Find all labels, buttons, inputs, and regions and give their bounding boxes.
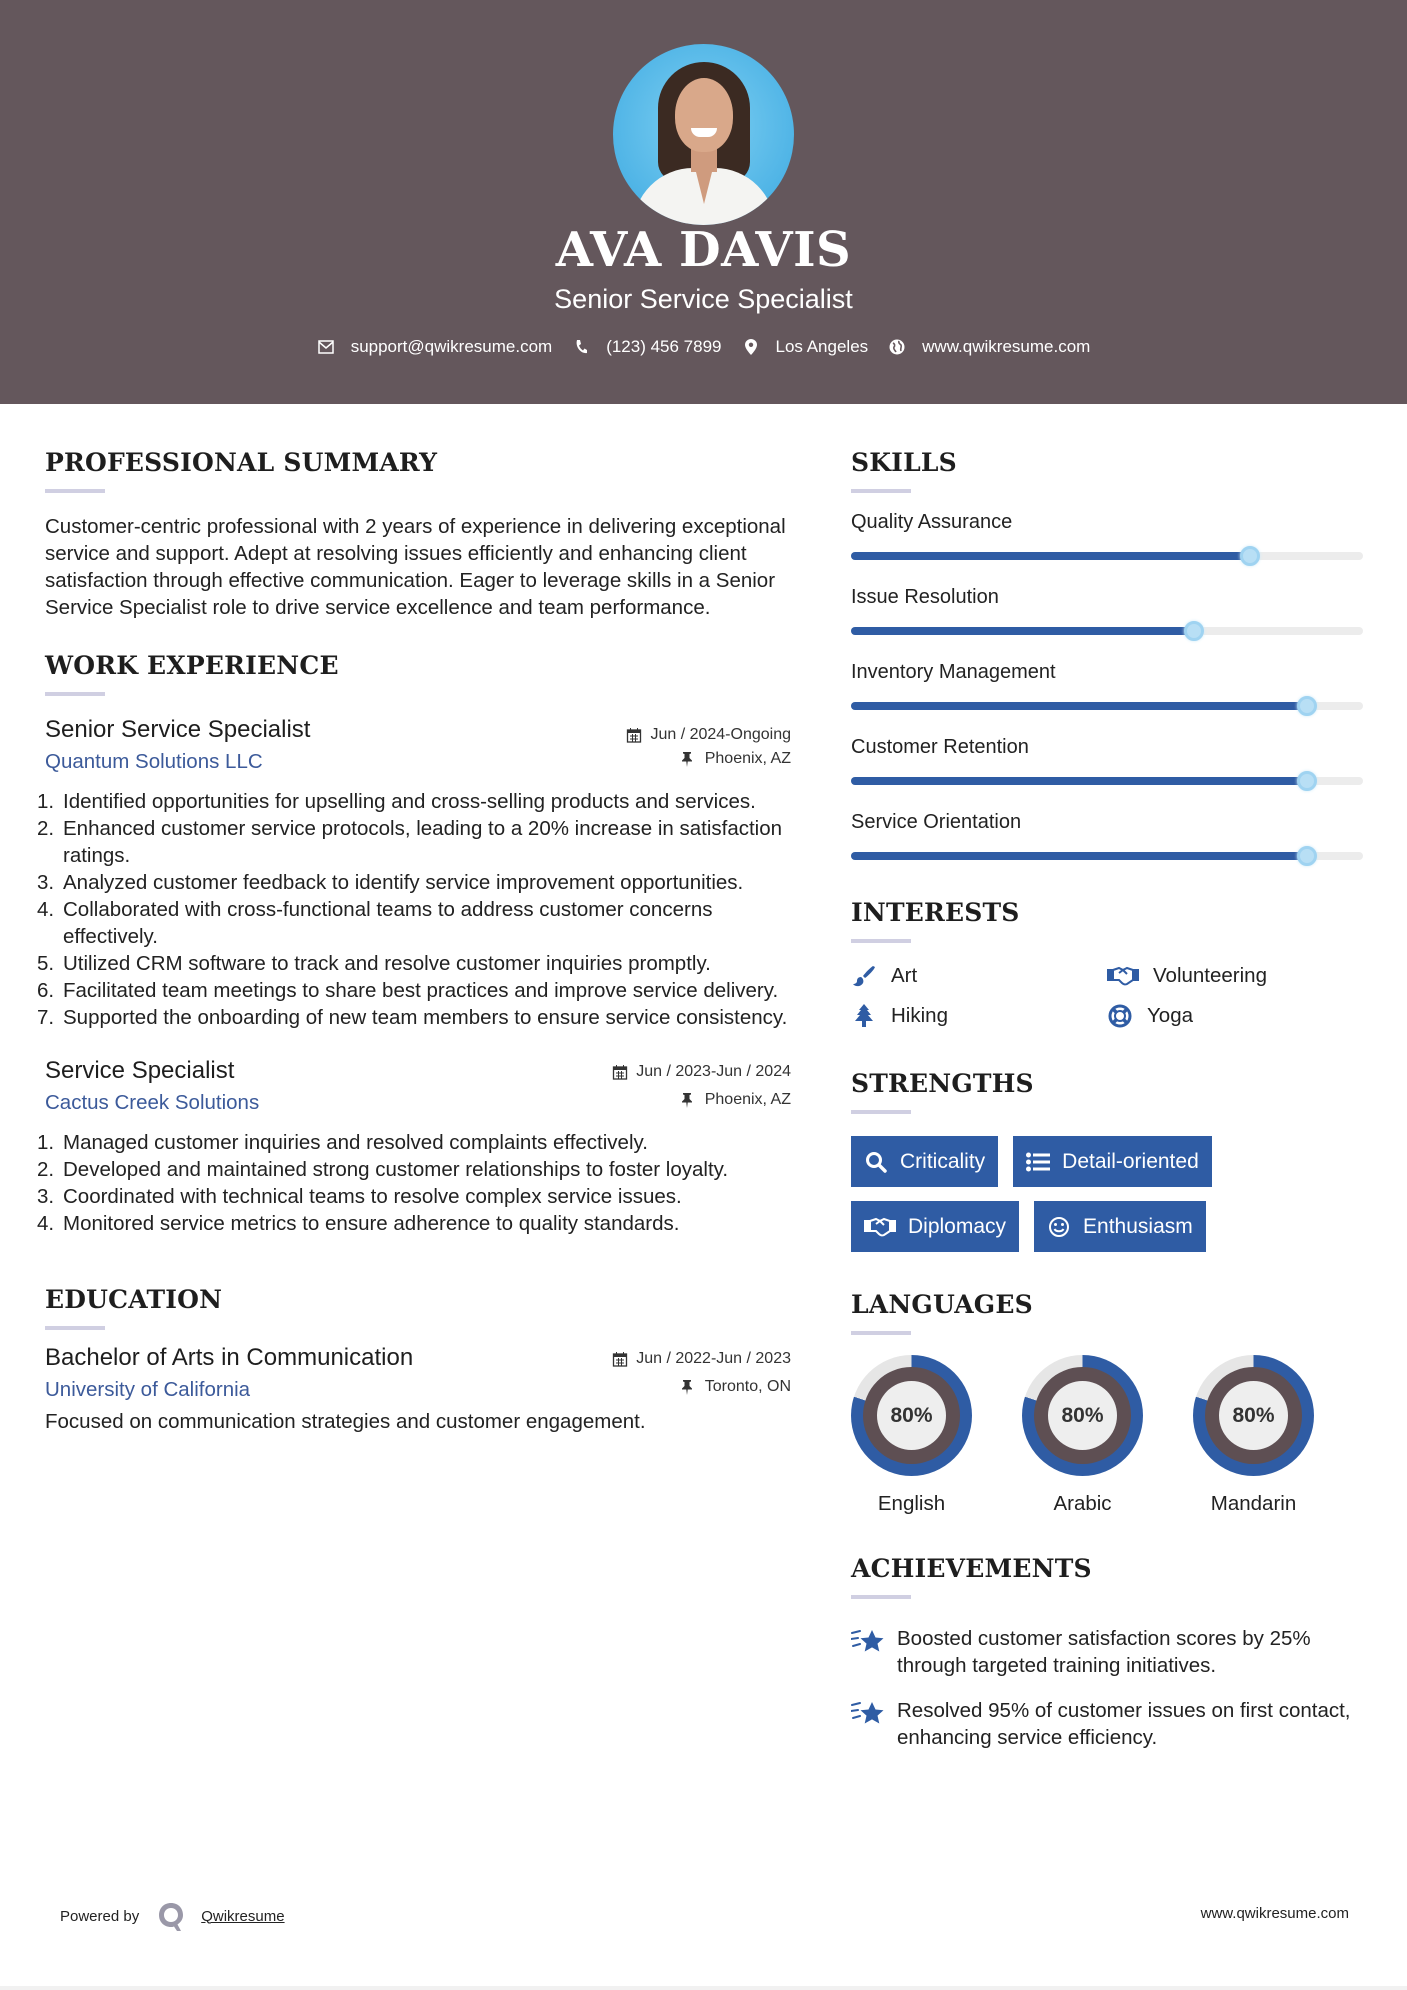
strengths-section [851, 1069, 1363, 1252]
page-bottom-edge [0, 1986, 1407, 1990]
skill-label: Inventory Management [851, 661, 1056, 683]
languages-section [851, 1290, 1363, 1516]
job-entry [37, 1057, 791, 1237]
life-ring-icon [1107, 1003, 1133, 1029]
job-date: Jun / 2024-Ongoing [650, 726, 791, 743]
language-donut-chart: 80% [1193, 1355, 1314, 1476]
section-heading: SKILLS [851, 448, 957, 477]
calendar-icon [612, 1064, 628, 1080]
interest-item: Volunteering [1107, 963, 1363, 989]
interests-section [851, 898, 1363, 1029]
skill-slider[interactable] [851, 852, 1363, 860]
skill-item [851, 661, 1363, 710]
skill-item [851, 586, 1363, 635]
skill-item [851, 736, 1363, 785]
pushpin-icon [681, 1379, 697, 1395]
experience-section [37, 651, 791, 1237]
job-location: Phoenix, AZ [704, 1091, 791, 1108]
duty-list [37, 788, 791, 1031]
right-column [851, 404, 1363, 1751]
list-item: 3. Coordinated with technical teams to resolve complex service issues. [37, 1185, 682, 1208]
candidate-title: Senior Service Specialist [554, 284, 853, 314]
section-underline [851, 489, 911, 493]
phone-icon [572, 338, 590, 356]
list-item: 3. Analyzed customer feedback to identify service improvement opportunities. [37, 871, 744, 894]
section-underline [45, 1326, 105, 1330]
degree-title: Bachelor of Arts in Communication [45, 1344, 414, 1371]
section-underline [851, 1110, 911, 1114]
skill-slider[interactable] [851, 702, 1363, 710]
language-donut-chart: 80% [851, 1355, 972, 1476]
achievement-item: Boosted customer satisfaction scores by 25% through targeted training initiatives. [851, 1625, 1363, 1679]
footer-url[interactable]: www.qwikresume.com [1200, 1905, 1349, 1922]
language-name: Arabic [1053, 1492, 1112, 1515]
skill-label: Quality Assurance [851, 511, 1013, 533]
search-icon [864, 1150, 888, 1174]
contact-phone[interactable]: (123) 456 7899 [572, 337, 721, 357]
qwikresume-link[interactable]: Qwikresume [201, 1907, 285, 1925]
slider-handle[interactable] [1240, 546, 1260, 566]
list-item: 4. Collaborated with cross-functional teams to address customer concerns effectively. [37, 898, 713, 948]
map-marker-icon [742, 338, 760, 356]
achievements-section [851, 1554, 1363, 1751]
list-item: 4. Monitored service metrics to ensure adherence to quality standards. [37, 1212, 680, 1235]
skill-item [851, 811, 1363, 860]
section-underline [45, 489, 105, 493]
list-item: 2. Enhanced customer service protocols, leading to a 20% increase in satisfaction ratings. [37, 817, 783, 867]
duty-list [37, 1129, 791, 1237]
job-entry [37, 716, 791, 1031]
skill-item [851, 511, 1363, 560]
section-underline [45, 692, 105, 696]
skill-label: Issue Resolution [851, 586, 999, 608]
pushpin-icon [681, 751, 697, 767]
list-item: 6. Facilitated team meetings to share best practices and improve service delivery. [37, 979, 779, 1002]
slider-handle[interactable] [1184, 621, 1204, 641]
slider-handle[interactable] [1297, 771, 1317, 791]
company-name[interactable]: Cactus Creek Solutions [45, 1091, 260, 1114]
school-name[interactable]: University of California [45, 1378, 251, 1401]
job-title: Service Specialist [45, 1057, 235, 1084]
section-heading: INTERESTS [851, 898, 1020, 927]
strength-tag: Diplomacy [851, 1201, 1019, 1252]
calendar-icon [612, 1351, 628, 1367]
education-description: Focused on communication strategies and customer engagement. [45, 1410, 646, 1433]
slider-handle[interactable] [1297, 696, 1317, 716]
footer-powered-by: Powered by Qwikresume [60, 1900, 285, 1932]
section-underline [851, 939, 911, 943]
contact-email[interactable]: support@qwikresume.com [317, 337, 553, 357]
skill-fill [851, 702, 1307, 710]
skill-fill [851, 777, 1307, 785]
left-column [37, 404, 791, 1435]
skill-slider[interactable] [851, 627, 1363, 635]
contact-website[interactable]: www.qwikresume.com [888, 337, 1090, 357]
list-icon [1026, 1150, 1050, 1174]
list-item: 2. Developed and maintained strong customer relationships to foster loyalty. [37, 1158, 729, 1181]
candidate-name: AVA DAVIS [555, 222, 852, 278]
interest-item: Yoga [1107, 1003, 1363, 1029]
qwikresume-logo-icon [155, 1900, 187, 1932]
section-heading: STRENGTHS [851, 1069, 1034, 1098]
section-heading: EDUCATION [45, 1285, 223, 1314]
language-name: Mandarin [1210, 1492, 1297, 1515]
resume-header [0, 0, 1407, 404]
language-name: English [877, 1492, 946, 1515]
handshake-icon [1107, 963, 1139, 989]
company-name[interactable]: Quantum Solutions LLC [45, 750, 263, 773]
interest-item: Art [851, 963, 1107, 989]
profile-photo [613, 44, 794, 225]
list-item: 5. Utilized CRM software to track and resolve customer inquiries promptly. [37, 952, 711, 975]
interest-item: Hiking [851, 1003, 1107, 1029]
education-section [45, 1285, 791, 1435]
language-item [851, 1355, 972, 1516]
list-item: 7. Supported the onboarding of new team members to ensure service consistency. [37, 1006, 788, 1029]
summary-section [45, 448, 791, 621]
strength-tag: Enthusiasm [1034, 1201, 1206, 1252]
section-underline [851, 1331, 911, 1335]
slider-handle[interactable] [1297, 846, 1317, 866]
smile-icon [1047, 1215, 1071, 1239]
achievement-item: Resolved 95% of customer issues on first contact, enhancing service efficiency. [851, 1697, 1363, 1751]
list-item: 1. Managed customer inquiries and resolved complaints effectively. [37, 1131, 648, 1154]
strength-tag: Criticality [851, 1136, 998, 1187]
section-heading: WORK EXPERIENCE [45, 651, 339, 680]
envelope-icon [317, 338, 335, 356]
section-heading: LANGUAGES [851, 1290, 1033, 1319]
list-item: 1. Identified opportunities for upselling and cross-selling products and services. [37, 790, 756, 813]
section-underline [851, 1595, 911, 1599]
skill-label: Customer Retention [851, 736, 1029, 758]
language-donut-chart: 80% [1022, 1355, 1143, 1476]
skill-slider[interactable] [851, 552, 1363, 560]
strength-tag: Detail-oriented [1013, 1136, 1212, 1187]
globe-icon [888, 338, 906, 356]
calendar-icon [626, 727, 642, 743]
skill-fill [851, 552, 1250, 560]
section-heading: ACHIEVEMENTS [851, 1554, 1092, 1583]
job-date: Jun / 2023-Jun / 2024 [636, 1063, 791, 1080]
job-title: Senior Service Specialist [45, 716, 311, 743]
skill-slider[interactable] [851, 777, 1363, 785]
handshake-icon [864, 1215, 896, 1239]
education-date: Jun / 2022-Jun / 2023 [636, 1350, 791, 1367]
contact-location: Los Angeles [742, 337, 869, 357]
language-item [1022, 1355, 1143, 1516]
paintbrush-icon [851, 963, 877, 989]
skill-label: Service Orientation [851, 811, 1022, 833]
skill-fill [851, 627, 1194, 635]
skills-section [851, 448, 1363, 860]
education-location: Toronto, ON [704, 1378, 791, 1395]
summary-text: Customer-centric professional with 2 years of experience in delivering exceptional service and support. Adept at resolving issues efficiently and enhancing client satisfaction through effective communication. Eager to leverage skills in a Senior Service Specialist role to drive service excellence and team performance. [45, 515, 786, 619]
job-location: Phoenix, AZ [704, 750, 791, 767]
language-item [1193, 1355, 1314, 1516]
shooting-star-icon [851, 1627, 885, 1657]
section-heading: PROFESSIONAL SUMMARY [45, 448, 438, 477]
skill-fill [851, 852, 1307, 860]
pushpin-icon [681, 1092, 697, 1108]
shooting-star-icon [851, 1699, 885, 1729]
contact-bar [0, 337, 1407, 357]
tree-icon [851, 1003, 877, 1029]
